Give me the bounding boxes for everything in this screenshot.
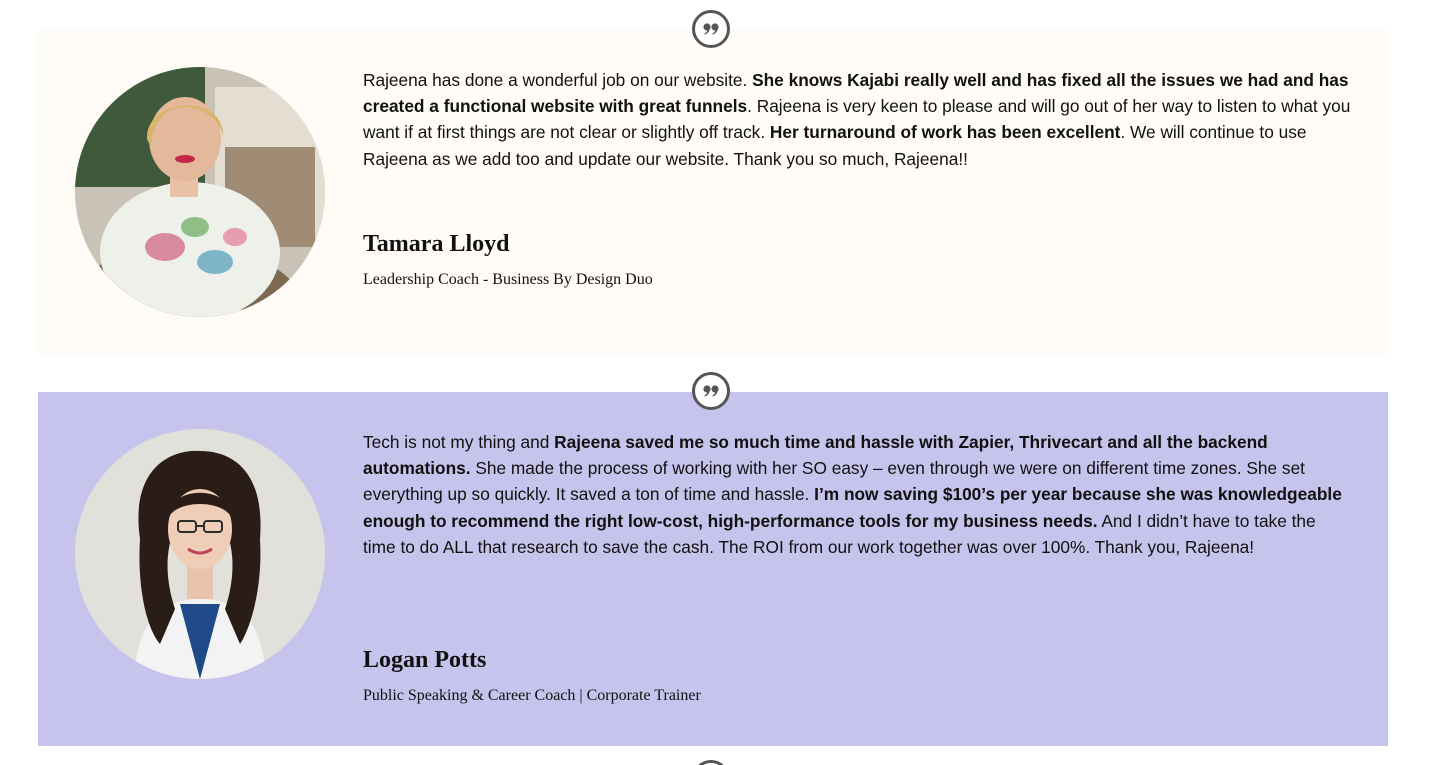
quote-segment: . We will continue to use Rajeena as we add too and update our website. Thank you so much, Rajeena!!	[363, 122, 1307, 169]
avatar-photo	[75, 429, 325, 679]
testimonial-card-1	[38, 30, 1388, 354]
quote-segment: She made the process of working with her SO easy – even through we were on different time zones. She set everything up so quickly. It saved a ton of time and hassle.	[363, 458, 1305, 505]
quote-highlight: I’m now saving $100’s per year because she was knowledgeable enough to recommend the right low-cost, high-performance tools for my business needs.	[363, 484, 1342, 531]
testimonial-quote	[363, 67, 1352, 172]
quote-highlight: She knows Kajabi really well and has fixed all the issues we had and has created a functional website with great funnels	[363, 70, 1349, 117]
quote-close-icon	[692, 372, 730, 410]
quote-highlight: Rajeena saved me so much time and hassle with Zapier, Thrivecart and all the backend automations.	[363, 432, 1268, 479]
testimonial-content	[363, 429, 1352, 704]
testimonial-quote	[363, 429, 1352, 560]
author-title: Leadership Coach - Business By Design Duo	[363, 271, 653, 288]
author-name: Tamara Lloyd	[363, 231, 510, 257]
quote-highlight: Her turnaround of work has been excellent	[769, 122, 1121, 143]
quote-segment: Rajeena has done a wonderful job on our website.	[363, 70, 753, 90]
quote-segment: Tech is not my thing and	[363, 432, 555, 452]
testimonial-content	[363, 67, 1352, 288]
quote-segment: And I didn’t have to take the time to do ALL that research to save the cash. The ROI from our work together was over 100%. Thank you, Rajeena!	[363, 510, 1316, 557]
author-title: Public Speaking & Career Coach | Corporate Trainer	[363, 687, 701, 704]
quote-segment: . Rajeena is very keen to please and will go out of her way to listen to what you want if at first things are not clear or slightly off track.	[363, 96, 1351, 143]
testimonial-card-2	[38, 392, 1388, 746]
avatar-photo	[75, 67, 325, 317]
quote-close-icon	[692, 760, 730, 765]
author-name: Logan Potts	[363, 647, 487, 673]
quote-close-icon	[692, 10, 730, 48]
